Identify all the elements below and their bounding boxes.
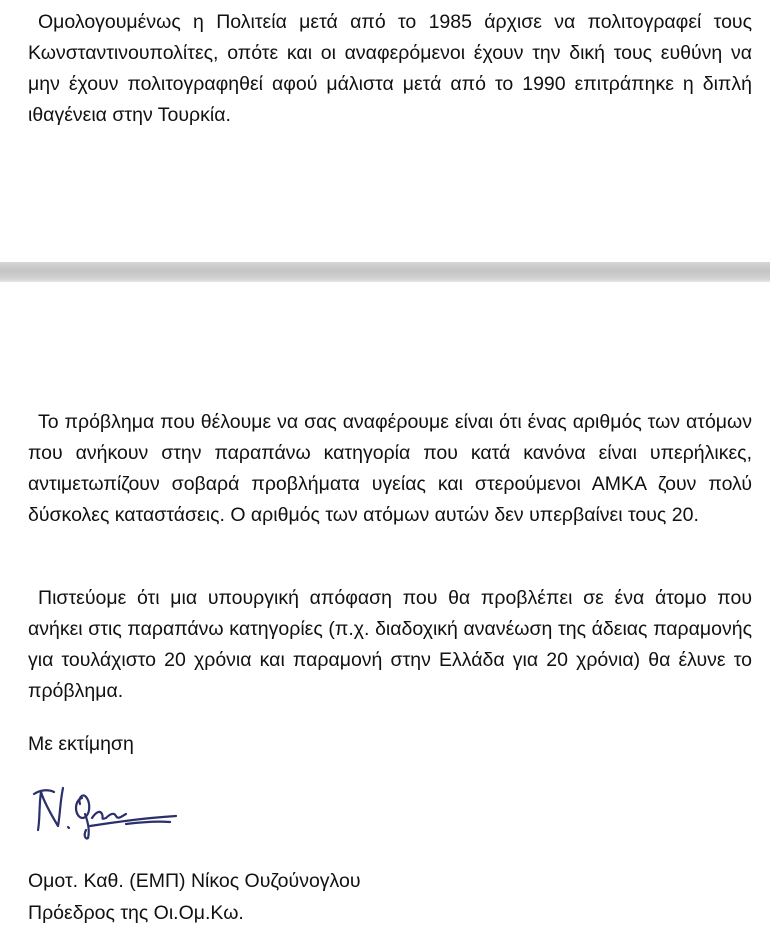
- paragraph-proposal: Πιστεύομε ότι μια υπουργική απόφαση που θα προβλέπει σε ένα άτομο που ανήκει στις παραπάνω κατηγορίες (π.χ. διαδοχική ανανέωση της άδειας παραμονής για τουλάχιστο 20 χρόνια και παραμονή στην Ελλάδα για 20 χρόνια) θα έλυνε το πρόβλημα.: [28, 587, 752, 702]
- closing-salutation: Με εκτίμηση: [28, 733, 134, 755]
- paragraph-problem: Το πρόβλημα που θέλουμε να σας αναφέρουμε είναι ότι ένας αριθμός των ατόμων που ανήκουν στην παραπάνω κατηγορία που κατά κανόνα είναι υπερήλικες, αντιμετωπίζουν σοβαρά προβλήματα υγείας και στερούμενοι ΑΜΚΑ ζουν πολύ δύσκολες καταστάσεις. Ο αριθμός των ατόμων αυτών δεν υπερβαίνει τους 20.: [28, 411, 752, 526]
- page-separator: [0, 262, 770, 282]
- paragraph-naturalization: Ομολογουμένως η Πολιτεία μετά από το 1985 άρχισε να πολιτογραφεί τους Κωνσταντινουπολίτες, οπότε και οι αναφερόμενοι έχουν την δική τους ευθύνη να μην έχουν πολιτογραφηθεί αφού μάλιστα μετά από το 1990 επιτράπηκε η διπλή ιθαγένεια στην Τουρκία.: [28, 11, 752, 126]
- signatory-title: Πρόεδρος της Οι.Ομ.Κω.: [28, 902, 244, 924]
- document-page-bottom: [0, 282, 770, 950]
- document-page-top: [0, 0, 770, 262]
- handwritten-signature: [30, 780, 180, 842]
- signatory-name: Ομοτ. Καθ. (ΕΜΠ) Νίκος Ουζούνογλου: [28, 870, 361, 892]
